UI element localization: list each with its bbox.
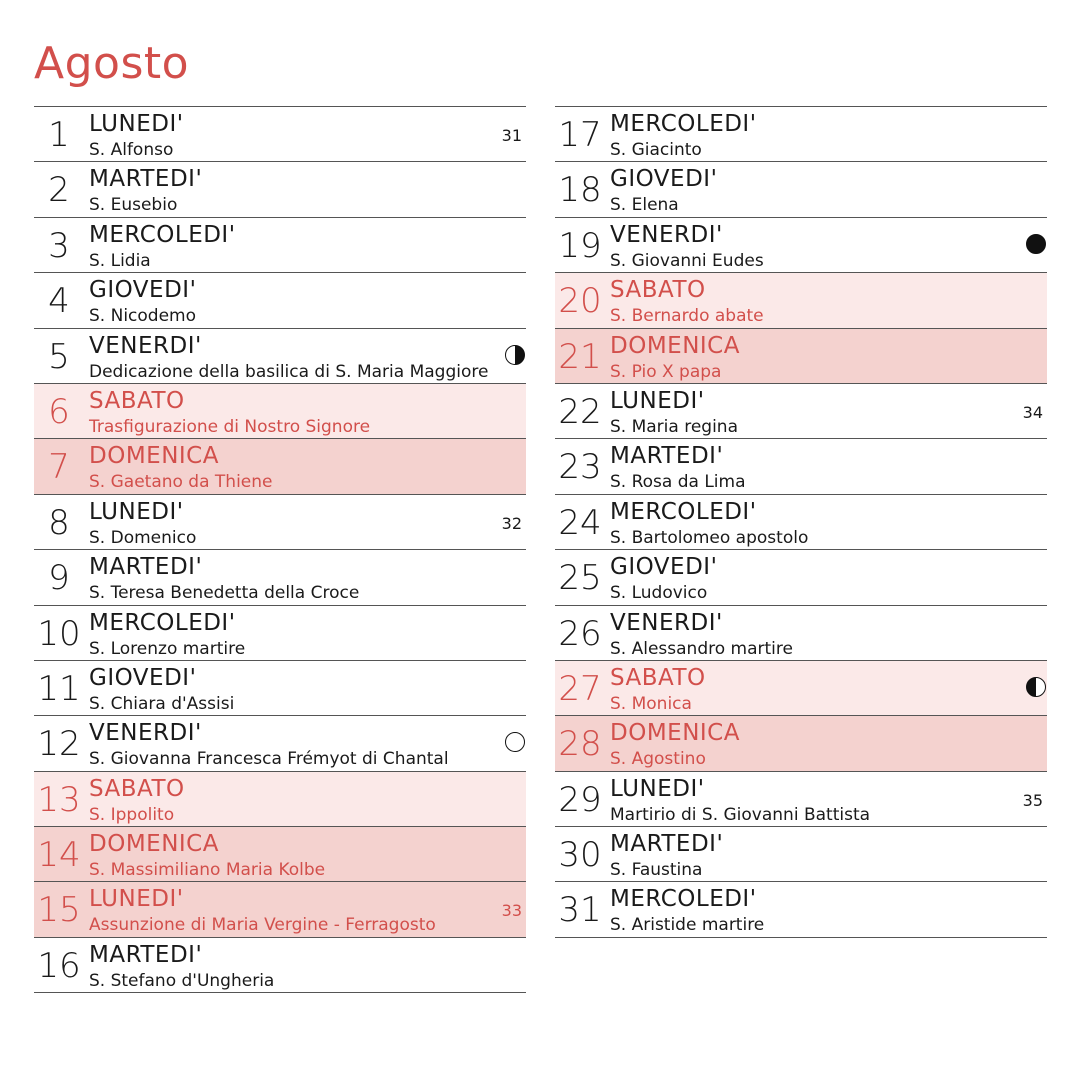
saint-name: S. Faustina bbox=[610, 860, 703, 881]
weekday-name: VENERDI' bbox=[610, 609, 723, 636]
day-number: 21 bbox=[558, 336, 602, 377]
calendar-column-right bbox=[555, 106, 1047, 938]
weekday-name: VENERDI' bbox=[89, 720, 202, 747]
weekday-name: LUNEDI' bbox=[89, 111, 184, 137]
day-row bbox=[34, 384, 526, 439]
day-row bbox=[555, 495, 1047, 550]
day-row bbox=[555, 550, 1047, 605]
saint-name: S. Agostino bbox=[610, 749, 706, 770]
day-number: 23 bbox=[558, 447, 602, 488]
saint-name: S. Alfonso bbox=[89, 140, 174, 160]
day-row bbox=[34, 606, 526, 661]
saint-name: S. Stefano d'Ungheria bbox=[89, 970, 275, 991]
week-number: 35 bbox=[1022, 790, 1043, 810]
weekday-name: DOMENICA bbox=[89, 443, 219, 470]
weekday-name: GIOVEDI' bbox=[89, 277, 197, 304]
day-row bbox=[555, 218, 1047, 273]
last-quarter-icon bbox=[1026, 677, 1046, 697]
weekday-name: DOMENICA bbox=[610, 332, 740, 359]
day-number: 8 bbox=[48, 502, 70, 543]
day-number: 29 bbox=[558, 779, 602, 820]
saint-name: S. Giovanna Francesca Frémyot di Chantal bbox=[89, 749, 449, 770]
day-row bbox=[555, 329, 1047, 384]
weekday-name: MARTEDI' bbox=[89, 941, 203, 968]
week-number: 34 bbox=[1022, 402, 1043, 422]
day-row bbox=[34, 329, 526, 384]
saint-name: S. Gaetano da Thiene bbox=[89, 472, 273, 493]
saint-name: S. Chiara d'Assisi bbox=[89, 693, 235, 714]
day-row bbox=[34, 218, 526, 273]
day-row bbox=[555, 827, 1047, 882]
day-row bbox=[555, 772, 1047, 827]
weekday-name: GIOVEDI' bbox=[610, 166, 718, 193]
day-row bbox=[555, 107, 1047, 162]
weekday-name: LUNEDI' bbox=[610, 387, 705, 414]
weekday-name: SABATO bbox=[610, 277, 706, 304]
day-row bbox=[555, 273, 1047, 328]
day-row bbox=[34, 938, 526, 993]
weekday-name: GIOVEDI' bbox=[89, 664, 197, 691]
day-number: 4 bbox=[48, 281, 70, 322]
saint-name: S. Elena bbox=[610, 195, 679, 216]
weekday-name: DOMENICA bbox=[610, 720, 740, 747]
saint-name: Martirio di S. Giovanni Battista bbox=[610, 804, 871, 825]
day-row bbox=[34, 882, 526, 937]
day-number: 14 bbox=[37, 835, 81, 876]
weekday-name: SABATO bbox=[89, 387, 185, 414]
week-number: 32 bbox=[501, 513, 522, 533]
weekday-name: VENERDI' bbox=[610, 221, 723, 248]
weekday-name: MARTEDI' bbox=[610, 831, 724, 858]
day-number: 24 bbox=[558, 502, 602, 543]
day-number: 13 bbox=[37, 779, 81, 820]
weekday-name: MARTEDI' bbox=[89, 554, 203, 581]
day-number: 3 bbox=[48, 225, 70, 266]
saint-name: S. Giacinto bbox=[610, 140, 702, 160]
day-row bbox=[555, 882, 1047, 937]
calendar-column-left bbox=[34, 106, 526, 993]
day-row bbox=[555, 606, 1047, 661]
day-row bbox=[34, 439, 526, 494]
saint-name: S. Bernardo abate bbox=[610, 306, 764, 327]
saint-name: Trasfigurazione di Nostro Signore bbox=[89, 416, 371, 437]
weekday-name: LUNEDI' bbox=[89, 886, 184, 913]
day-number: 1 bbox=[48, 115, 70, 155]
day-number: 28 bbox=[558, 724, 602, 765]
day-number: 26 bbox=[558, 613, 602, 654]
day-row bbox=[555, 661, 1047, 716]
day-number: 18 bbox=[558, 170, 602, 211]
day-row bbox=[34, 107, 526, 162]
weekday-name: GIOVEDI' bbox=[610, 554, 718, 581]
saint-name: S. Lorenzo martire bbox=[89, 638, 246, 659]
day-number: 16 bbox=[37, 945, 81, 986]
week-number: 33 bbox=[501, 901, 522, 921]
saint-name: S. Ludovico bbox=[610, 583, 708, 604]
saint-name: Assunzione di Maria Vergine - Ferragosto bbox=[89, 915, 436, 936]
new-moon-icon bbox=[1026, 234, 1046, 254]
saint-name: S. Monica bbox=[610, 693, 692, 714]
full-moon-icon bbox=[505, 732, 525, 752]
saint-name: S. Nicodemo bbox=[89, 306, 196, 327]
day-number: 5 bbox=[48, 336, 70, 377]
month-title: Agosto bbox=[34, 38, 190, 89]
day-row bbox=[555, 384, 1047, 439]
day-number: 20 bbox=[558, 281, 602, 322]
day-number: 11 bbox=[37, 668, 81, 709]
day-row bbox=[34, 827, 526, 882]
weekday-name: MERCOLEDI' bbox=[89, 609, 236, 636]
weekday-name: DOMENICA bbox=[89, 831, 219, 858]
weekday-name: MARTEDI' bbox=[89, 166, 203, 193]
saint-name: S. Teresa Benedetta della Croce bbox=[89, 583, 360, 604]
day-row bbox=[34, 772, 526, 827]
day-row bbox=[555, 162, 1047, 217]
first-quarter-icon bbox=[505, 345, 525, 365]
weekday-name: LUNEDI' bbox=[610, 775, 705, 802]
day-row bbox=[34, 162, 526, 217]
day-number: 27 bbox=[558, 668, 602, 709]
day-number: 15 bbox=[37, 890, 81, 931]
week-number: 31 bbox=[501, 126, 522, 145]
day-number: 25 bbox=[558, 558, 602, 599]
saint-name: S. Giovanni Eudes bbox=[610, 250, 764, 271]
weekday-name: LUNEDI' bbox=[89, 498, 184, 525]
weekday-name: MERCOLEDI' bbox=[610, 111, 757, 137]
day-number: 22 bbox=[558, 391, 602, 432]
saint-name: S. Aristide martire bbox=[610, 915, 765, 936]
day-number: 17 bbox=[558, 115, 602, 155]
saint-name: Dedicazione della basilica di S. Maria Maggiore bbox=[89, 361, 489, 382]
saint-name: S. Alessandro martire bbox=[610, 638, 793, 659]
weekday-name: VENERDI' bbox=[89, 332, 202, 359]
day-row bbox=[34, 661, 526, 716]
day-row bbox=[34, 550, 526, 605]
saint-name: S. Ippolito bbox=[89, 804, 175, 825]
day-number: 19 bbox=[558, 225, 602, 266]
weekday-name: MARTEDI' bbox=[610, 443, 724, 470]
saint-name: S. Massimiliano Maria Kolbe bbox=[89, 860, 326, 881]
saint-name: S. Domenico bbox=[89, 527, 197, 548]
day-number: 7 bbox=[48, 447, 70, 488]
saint-name: S. Rosa da Lima bbox=[610, 472, 746, 493]
day-number: 30 bbox=[558, 835, 602, 876]
day-row bbox=[34, 273, 526, 328]
saint-name: S. Bartolomeo apostolo bbox=[610, 527, 809, 548]
day-number: 6 bbox=[48, 391, 70, 432]
weekday-name: SABATO bbox=[610, 664, 706, 691]
day-number: 31 bbox=[558, 890, 602, 931]
saint-name: S. Maria regina bbox=[610, 416, 738, 437]
saint-name: S. Pio X papa bbox=[610, 361, 722, 382]
day-row bbox=[34, 495, 526, 550]
day-number: 9 bbox=[48, 558, 70, 599]
weekday-name: SABATO bbox=[89, 775, 185, 802]
day-number: 2 bbox=[48, 170, 70, 211]
weekday-name: MERCOLEDI' bbox=[610, 886, 757, 913]
day-number: 12 bbox=[37, 724, 81, 765]
weekday-name: MERCOLEDI' bbox=[610, 498, 757, 525]
weekday-name: MERCOLEDI' bbox=[89, 221, 236, 248]
day-row bbox=[34, 716, 526, 771]
day-number: 10 bbox=[37, 613, 81, 654]
day-row bbox=[555, 439, 1047, 494]
saint-name: S. Eusebio bbox=[89, 195, 178, 216]
saint-name: S. Lidia bbox=[89, 250, 151, 271]
day-row bbox=[555, 716, 1047, 771]
